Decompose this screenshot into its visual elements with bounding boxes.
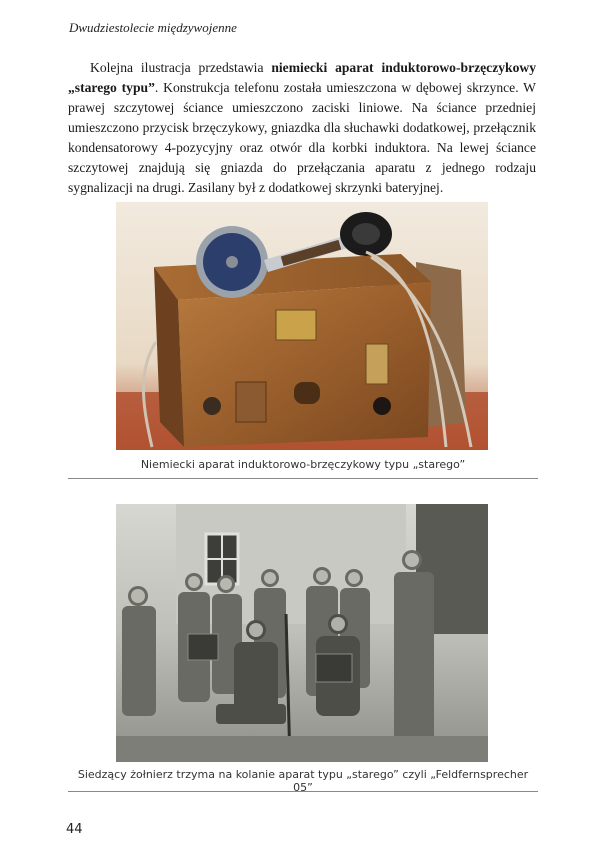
body-paragraph: [68, 58, 536, 198]
soldiers-photo: [116, 504, 488, 762]
paragraph-bold-phrase: niemiecki aparat induktorowo-brzęczykowy „starego typu”: [68, 60, 537, 95]
caption-divider: [68, 791, 538, 792]
page-number: 44: [66, 822, 83, 837]
paragraph-rest: . Konstrukcja telefonu została umieszczona w dębowej skrzynce. W prawej szczytowej ściance umieszczono zaciski liniowe. Na ściance przedniej umieszczono przycisk brzęczykowy, gniazdka dla słuchawki dodatkowej, przełącznik kondensatorowy 4-pozycyjny oraz otwór dla korbki induktora. Na lewej ściance szczytowej znajdują się gniazda do przełączania aparatu z jednego rodzaju sygnalizacji na drugi. Zasilany był z dodatkowej skrzynki bateryjnej.: [68, 80, 537, 195]
figure-1-caption: Niemiecki aparat induktorowo-brzęczykowy typu „starego”: [140, 458, 466, 471]
paragraph-intro: Kolejna ilustracja przedstawia: [90, 60, 272, 75]
soldiers-photo-illustration: [116, 504, 488, 762]
caption-divider: [68, 478, 538, 479]
figure-2-caption: Siedzący żołnierz trzyma na kolanie aparat typu „starego” czyli „Feldfernsprecher 05”: [77, 768, 529, 794]
running-header: Dwudziestolecie międzywojenne: [69, 20, 237, 35]
telephone-photo-illustration: [116, 202, 488, 450]
telephone-photo: [116, 202, 488, 450]
